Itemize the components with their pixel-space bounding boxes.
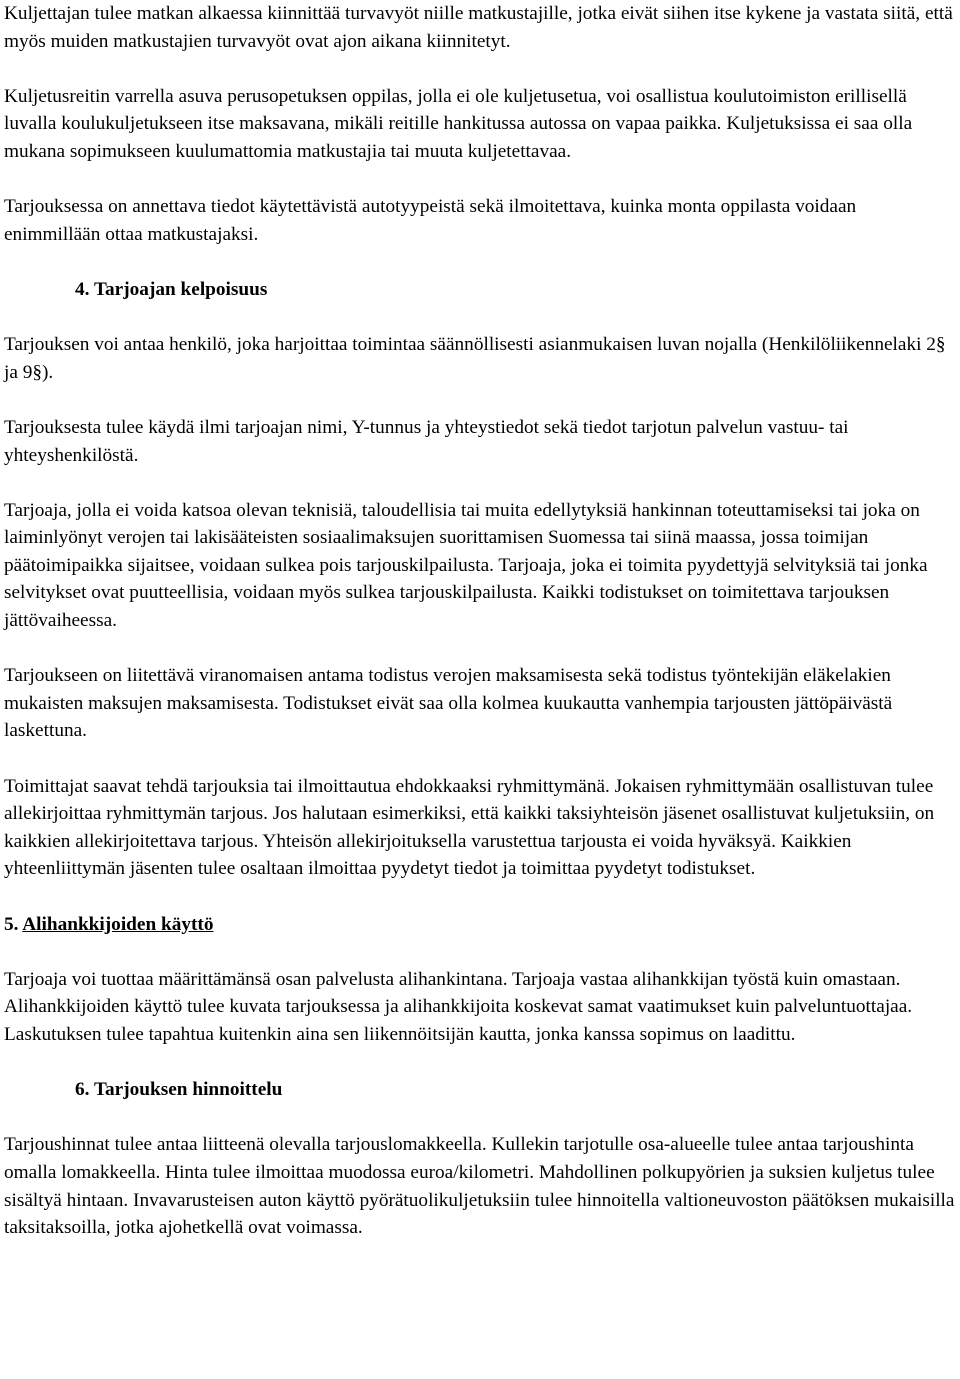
paragraph-consortium: Toimittajat saavat tehdä tarjouksia tai ilmoittautua ehdokkaaksi ryhmittymänä. Jokaisen ryhmittymään osallistuvan tulee allekirjoittaa ryhmittymän tarjous. Jos halutaan esimerkiksi, että kaikki taksiyhteisön jäsenet osallistuvat kuljetuksiin, on kaikkien allekirjoitettava tarjous. Yhteisön allekirjoituksella varustettua tarjousta ei voida hyväksyä. Kaikkien yhteenliittymän jäsenten tulee osaltaan ilmoittaa pyydetyt tiedot ja toimittaa pyydetyt todistukset. [4, 775, 935, 880]
paragraph-bidder-details: Tarjouksesta tulee käydä ilmi tarjoajan nimi, Y-tunnus ja yhteystiedot sekä tiedot tarjotun palvelun vastuu- tai yhteyshenkilöstä. [4, 416, 849, 466]
paragraph-exclusion: Tarjoaja, jolla ei voida katsoa olevan teknisiä, taloudellisia tai muita edellytyksiä hankinnan toteuttamiseksi tai joka on laiminlyönyt verojen tai lakisääteisten sosiaalimaksujen suorittamisen Suomessa tai siinä maassa, jossa toimijan päätoimipaikka sijaitsee, voidaan sulkea pois tarjouskilpailusta. Tarjoaja, joka ei toimita pyydettyjä selvityksiä tai jonka selvitykset ovat puutteellisia, voidaan myös sulkea tarjouskilpailusta. Kaikki todistukset on toimitettava tarjouksen jättövaiheessa. [4, 499, 928, 632]
paragraph-eligibility-licence: Tarjouksen voi antaa henkilö, joka harjoittaa toimintaa säännöllisesti asianmukaisen luvan nojalla (Henkilöliikennelaki 2§ ja 9§). [4, 334, 946, 383]
paragraph-paying-pupils: Kuljetusreitin varrella asuva perusopetuksen oppilas, jolla ei ole kuljetusetua, voi osallistua koulutoimiston erillisellä luvalla koulukuljetukseen itse maksavana, mikäli reitille hankitussa autossa on vapaa paikka. Kuljetuksissa ei saa olla mukana sopimukseen kuulumattomia matkustajia tai muuta kuljetettavaa. [4, 85, 913, 162]
section-number: 4. [75, 278, 90, 300]
section-heading-6 [4, 1076, 956, 1104]
section-heading-5 [4, 911, 956, 939]
paragraph-certificates: Tarjoukseen on liitettävä viranomaisen antama todistus verojen maksamisesta sekä todistus työntekijän eläkelakien mukaisten maksujen maksamisesta. Todistukset eivät saa olla kolmea kuukautta vanhempia tarjousten jättöpäivästä laskettuna. [4, 665, 893, 742]
document-page [4, 0, 956, 1242]
paragraph-seatbelts: Kuljettajan tulee matkan alkaessa kiinnittää turvavyöt niille matkustajille, jotka eivät siihen itse kykene ja vastata siitä, että myös muiden matkustajien turvavyöt ovat ajon aikana kiinnitetyt. [4, 3, 953, 52]
paragraph-pricing: Tarjoushinnat tulee antaa liitteenä olevalla tarjouslomakkeella. Kullekin tarjotulle osa-alueelle tulee antaa tarjoushinta omalla lomakkeella. Hinta tulee ilmoittaa muodossa euroa/kilometri. Mahdollinen polkupyörien ja suksien kuljetus tulee sisältyä hintaan. Invavarusteisen auton käyttö pyörätuolikuljetuksiin tulee hinnoitella valtioneuvoston päätöksen mukaisilla taksitaksoilla, jotka ajohetkellä ovat voimassa. [4, 1134, 955, 1239]
section-number: 6. [75, 1079, 90, 1101]
paragraph-vehicle-types: Tarjouksessa on annettava tiedot käytettävistä autotyypeistä sekä ilmoitettava, kuinka monta oppilasta voidaan enimmillään ottaa matkustajaksi. [4, 196, 857, 245]
paragraph-subcontracting: Tarjoaja voi tuottaa määrittämänsä osan palvelusta alihankintana. Tarjoaja vastaa alihankkijan työstä kuin omastaan. Alihankkijoiden käyttö tulee kuvata tarjouksessa ja alihankkijoita koskevat samat vaatimukset kuin palveluntuottajaa. Laskutuksen tulee tapahtua kuitenkin aina sen liikennöitsijän kautta, jonka kanssa sopimus on laadittu. [4, 968, 913, 1045]
section-heading-4 [4, 276, 956, 304]
section-title: Alihankkijoiden käyttö [22, 913, 214, 935]
section-title: Tarjouksen hinnoittelu [93, 1079, 283, 1101]
section-title: Tarjoajan kelpoisuus [93, 278, 268, 300]
section-number: 5. [4, 913, 19, 935]
